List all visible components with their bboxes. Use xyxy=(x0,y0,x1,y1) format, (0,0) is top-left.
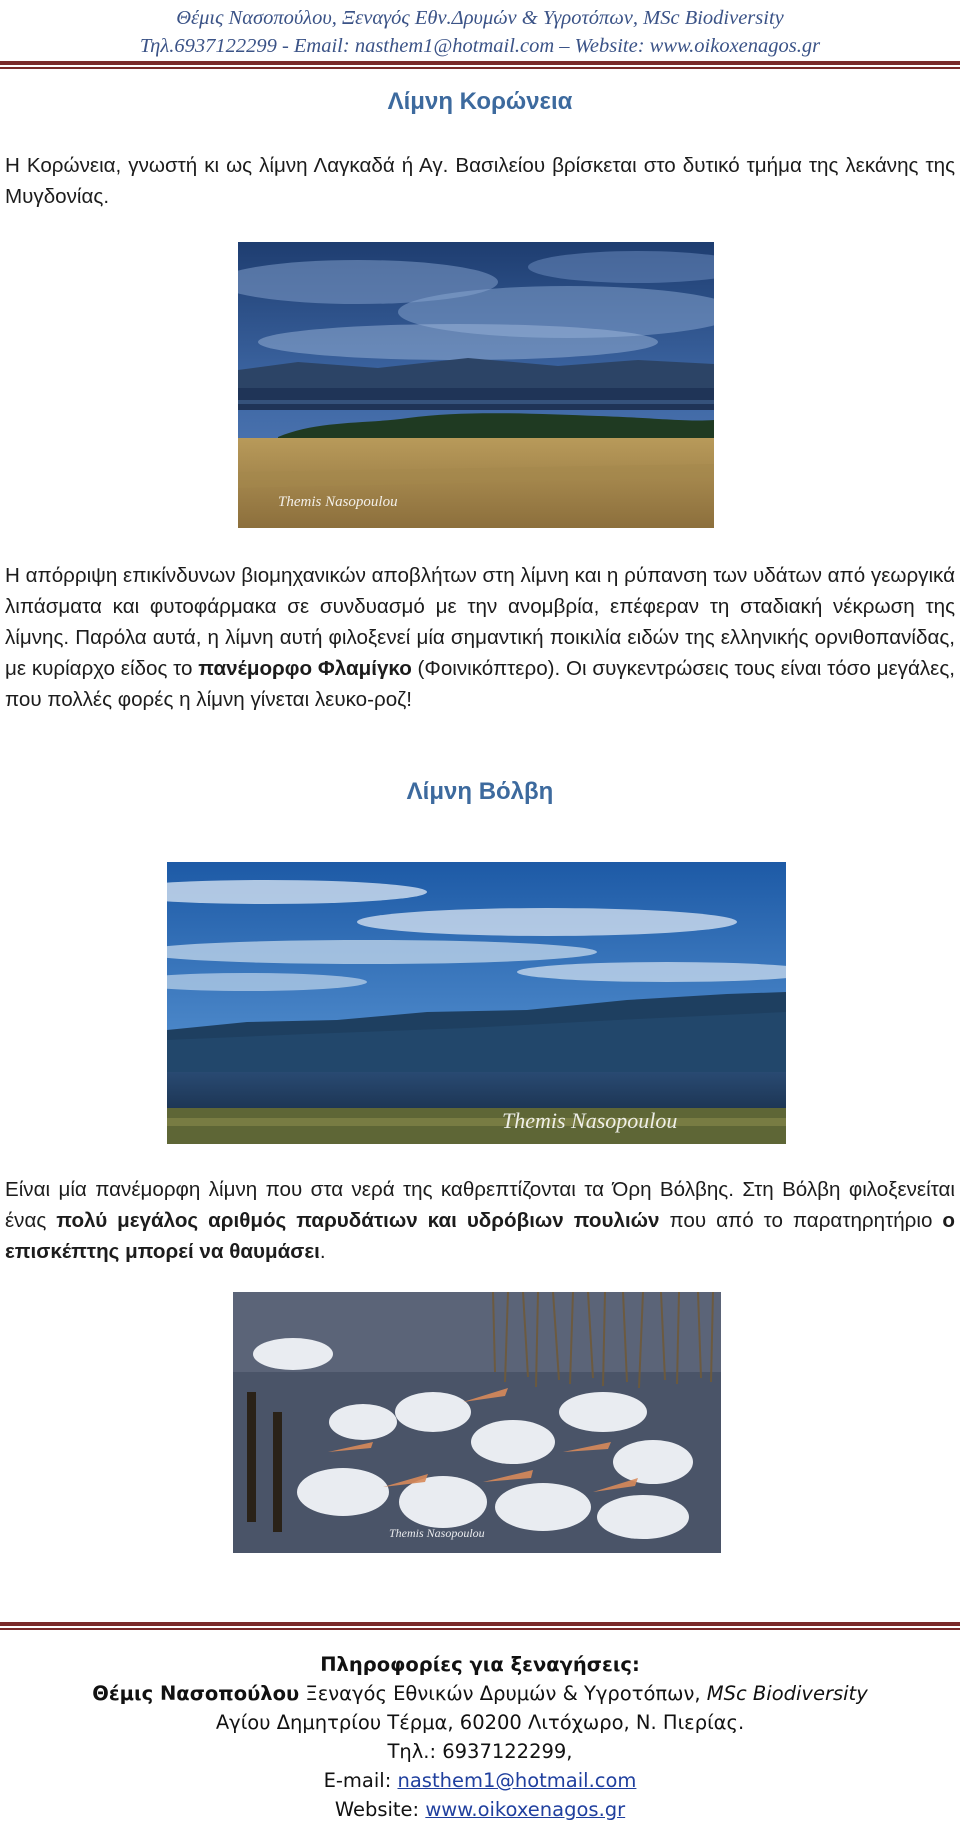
footer-title: Πληροφορίες για ξεναγήσεις: xyxy=(320,1653,640,1676)
footer-divider xyxy=(0,1622,960,1630)
guide-degree: MSc Biodiversity xyxy=(706,1682,868,1705)
section-title-volvi: Λίμνη Βόλβη xyxy=(406,778,554,805)
photo-watermark: Themis Nasopoulou xyxy=(389,1526,485,1540)
page-header xyxy=(0,0,960,60)
footer-website-line: Website: www.oikoxenagos.gr xyxy=(334,1798,626,1821)
photo-watermark: Themis Nasopoulou xyxy=(278,494,398,510)
guide-name: Θέμις Νασοπούλου xyxy=(92,1682,300,1705)
footer-phone: Τηλ.: 6937122299, xyxy=(387,1740,573,1763)
footer-name-line: Θέμις Νασοπούλου Ξεναγός Εθνικών Δρυμών & Υγροτόπων, MSc Biodiversity xyxy=(92,1682,868,1705)
pelicans-photo xyxy=(233,1292,721,1553)
volvi-paragraph: Είναι μία πανέμορφη λίμνη που στα νερά της καθρεπτίζονται τα Όρη Βόλβης. Στη Βόλβη φιλοξενείται ένας πολύ μεγάλος αριθμός παρυδάτιων και υδρόβιων πουλιών που από το παρατηρητήριο ο επισκέπτης μπορεί να θαυμάσει. xyxy=(5,1178,955,1263)
email-link[interactable]: nasthem1@hotmail.com xyxy=(397,1769,637,1792)
website-link[interactable]: www.oikoxenagos.gr xyxy=(425,1798,626,1821)
section-title-koroneia: Λίμνη Κορώνεια xyxy=(387,88,573,115)
contact-footer xyxy=(0,1650,960,1824)
header-line-2: Τηλ.6937122299 - Email: nasthem1@hotmail.com – Website: www.oikoxenagos.gr xyxy=(139,35,821,57)
birds-highlight: πολύ μεγάλος αριθμός παρυδάτιων και υδρόβιων πουλιών xyxy=(56,1209,660,1232)
footer-email-line: E-mail: nasthem1@hotmail.com xyxy=(323,1769,637,1792)
flamingo-highlight: πανέμορφο Φλαμίγκο xyxy=(198,657,412,680)
header-divider xyxy=(0,61,960,69)
visitor-highlight: ο επισκέπτης μπορεί να θαυμάσει xyxy=(5,1209,955,1263)
koroneia-lake-photo xyxy=(238,242,714,528)
photo-watermark: Themis Nasopoulou xyxy=(502,1108,678,1133)
header-line-1: Θέμις Νασοπούλου, Ξεναγός Εθν.Δρυμών & Υγροτόπων, MSc Biodiversity xyxy=(176,7,784,29)
volvi-lake-photo xyxy=(167,862,786,1144)
intro-paragraph: Η Κορώνεια, γνωστή κι ως λίμνη Λαγκαδά ή Αγ. Βασιλείου βρίσκεται στο δυτικό τμήμα της λεκάνης της Μυγδονίας. xyxy=(5,154,955,208)
footer-address: Αγίου Δημητρίου Τέρμα, 60200 Λιτόχωρο, Ν. Πιερίας. xyxy=(215,1711,745,1734)
koroneia-paragraph: Η απόρριψη επικίνδυνων βιομηχανικών αποβλήτων στη λίμνη και η ρύπανση των υδάτων από γεωργικά λιπάσματα και φυτοφάρμακα σε συνδυασμό με την ανομβρία, επέφεραν τη σταδιακή νέκρωση της λίμνης. Παρόλα αυτά, η λίμνη αυτή φιλοξενεί μία σημαντική ποικιλία ειδών της ελληνικής ορνιθοπανίδας, με κυρίαρχο είδος το πανέμορφο Φλαμίγκο (Φοινικόπτερο). Οι συγκεντρώσεις τους είναι τόσο μεγάλες, που πολλές φορές η λίμνη γίνεται λευκο-ροζ! xyxy=(5,564,956,711)
